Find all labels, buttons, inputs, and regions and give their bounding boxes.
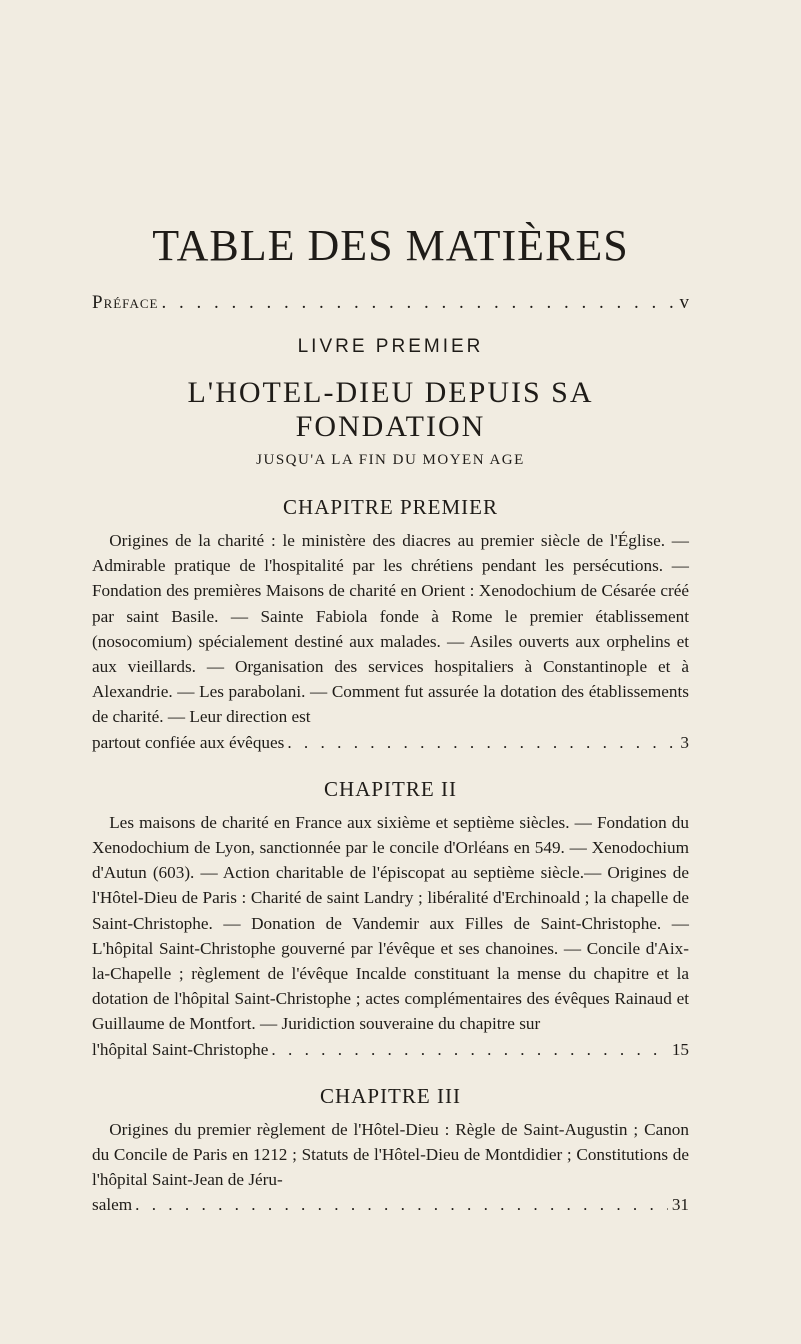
summary-last-text: l'hôpital Saint-Christophe (92, 1039, 269, 1059)
summary-last-text: salem (92, 1195, 133, 1215)
part-subtitle: JUSQU'A LA FIN DU MOYEN AGE (256, 452, 525, 468)
summary-last-line (92, 1037, 689, 1062)
chapter-page: 3 (680, 732, 689, 752)
summary-text: Les maisons de charité en France aux sixième et septième siècles. — Fondation du Xenodochium de Lyon, sanctionnée par le concile d'Orléans en 549. — Xenodochium d'Autun (603). — Action charitable de l'épiscopat au septième siècle.— Origines de l'Hôtel-Dieu de Paris : Charité de saint Landry ; libéralité d'Erchinoald ; la chapelle de Saint-Christophe. — Donation de Vandemir aux Filles de Saint-Christophe. — L'hôpital Saint-Christophe gouverné par l'évêque et ses chanoines. — Concile d'Aix-la-Chapelle ; règlement de l'évêque Incalde constituant la mense du chapitre et la dotation de l'hôpital Saint-Christophe ; actes complémentaires des évêques Rainaud et Guillaume de Montfort. — Juridiction souveraine du chapitre sur (92, 812, 689, 1034)
chapter-title: CHAPITRE II (324, 776, 457, 801)
dot-leader (284, 730, 676, 755)
part-title: L'HOTEL-DIEU DEPUIS SA FONDATION (187, 376, 594, 443)
chapter-page: 15 (671, 1039, 689, 1059)
chapter-summary (92, 1117, 689, 1218)
chapter-summary (92, 528, 689, 755)
chapter-1 (92, 495, 689, 755)
chapter-summary (92, 810, 689, 1062)
book-heading: LIVRE PREMIER (297, 336, 484, 357)
page-title: TABLE DES MATIÈRES (152, 221, 629, 270)
summary-last-text: partout confiée aux évêques (92, 732, 285, 752)
preface-entry (92, 292, 689, 314)
chapter-2 (92, 777, 689, 1062)
dot-leader (268, 1037, 667, 1062)
chapter-3 (92, 1084, 689, 1218)
dot-leader (158, 292, 675, 314)
dot-leader (132, 1192, 668, 1217)
preface-label: Préface (92, 292, 159, 313)
chapter-title: CHAPITRE III (320, 1083, 461, 1108)
summary-text: Origines de la charité : le ministère des diacres au premier siècle de l'Église. — Admirable pratique de l'hospitalité par les chrétiens pendant les persécutions. — Fondation des premières Maisons de charité en Orient : Xenodochium de Césarée créé par saint Basile. — Sainte Fabiola fonde à Rome le premier établissement (nosocomium) spécialement destiné aux malades. — Asiles ouverts aux orphelins et aux vieillards. — Organisation des services hospitaliers à Constantinople et à Alexandrie. — Les parabolani. — Comment fut assurée la dotation des établissements de charité. — Leur direction est (92, 531, 689, 727)
summary-last-line (92, 730, 689, 755)
chapter-title: CHAPITRE PREMIER (283, 495, 498, 519)
chapter-page: 31 (671, 1195, 689, 1215)
summary-text: Origines du premier règlement de l'Hôtel-Dieu : Règle de Saint-Augustin ; Canon du Concile de Paris en 1212 ; Statuts de l'Hôtel-Dieu de Montdidier ; Constitutions de l'hôpital Saint-Jean de Jéru- (92, 1119, 689, 1190)
summary-last-line (92, 1192, 689, 1217)
preface-page: v (679, 292, 689, 313)
